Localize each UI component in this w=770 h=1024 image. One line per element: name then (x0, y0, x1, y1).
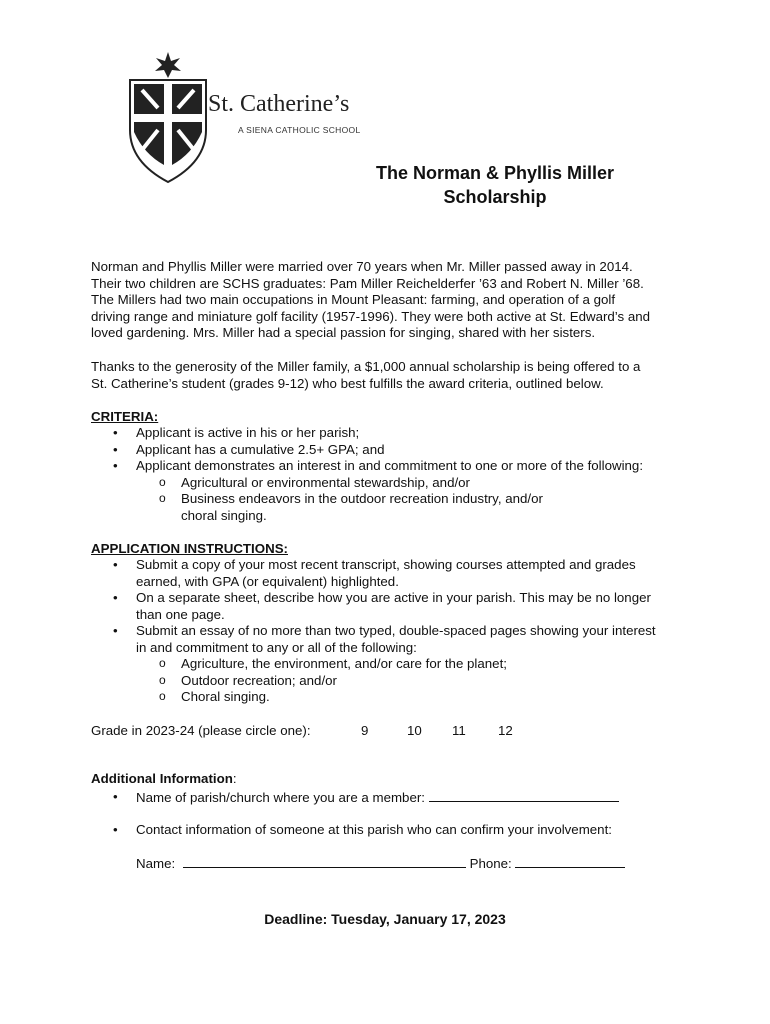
list-item (91, 623, 691, 656)
grade-option-9[interactable]: 9 (361, 723, 369, 738)
list-item (91, 557, 691, 590)
list-item: • Contact information of someone at this parish who can confirm your involvement: (91, 822, 691, 837)
name-phone-row (136, 855, 736, 871)
intro-line: loved gardening. Mrs. Miller had a special passion for singing, shared with her sisters. (91, 325, 596, 340)
intro-line: Their two children are SCHS graduates: Pam Miller Reichelderfer ’63 and Robert N. Miller ’68. (91, 275, 644, 291)
name-label: Name: (136, 856, 176, 871)
sub-list-item: o Agricultural or environmental stewardship, and/or (91, 475, 691, 492)
grade-option-12[interactable]: 12 (498, 723, 513, 738)
criteria-list (91, 425, 691, 524)
intro-line: The Millers had two main occupations in Mount Pleasant: farming, and operation of a golf (91, 292, 616, 307)
instructions-list (91, 557, 691, 706)
additional-info-colon: : (232, 771, 237, 786)
parish-label: Name of parish/church where you are a member: (136, 790, 425, 805)
intro-paragraph (91, 259, 691, 342)
parish-field-row (91, 789, 691, 805)
thanks-paragraph (91, 359, 691, 392)
list-item: • Applicant is active in his or her parish; (91, 425, 691, 442)
grade-option-11[interactable]: 11 (452, 723, 466, 738)
phone-label: Phone: (469, 856, 512, 871)
list-item: • Applicant demonstrates an interest in and commitment to one or more of the following: (91, 458, 691, 475)
phone-blank-line[interactable] (515, 855, 625, 868)
list-item-line: • Submit a copy of your most recent transcript, showing courses attempted and grades (136, 557, 636, 572)
sub-list-item: o Outdoor recreation; and/or (91, 673, 691, 690)
logo-school-name: St. Catherine’s (208, 91, 350, 117)
thanks-line: St. Catherine’s student (grades 9-12) who best fulfills the award criteria, outlined below. (91, 375, 604, 391)
criteria-heading: CRITERIA: (91, 409, 159, 424)
additional-info-heading (91, 771, 237, 786)
list-item (91, 590, 691, 623)
parish-blank-line[interactable] (429, 789, 619, 802)
list-item-line: • Submit an essay of no more than two typed, double-spaced pages showing your interest (136, 623, 656, 638)
list-item-line: than one page. (136, 606, 225, 622)
intro-line: driving range and miniature golf facility (1957-1996). They were both active at St. Edward’s and (91, 308, 651, 324)
list-item (91, 789, 691, 805)
sub-list-item: o Agriculture, the environment, and/or care for the planet; (91, 656, 691, 673)
list-item-line: earned, with GPA (or equivalent) highlighted. (136, 573, 399, 589)
logo-subtitle: A SIENA CATHOLIC SCHOOL (238, 125, 361, 135)
instructions-heading: APPLICATION INSTRUCTIONS: (91, 541, 288, 556)
deadline-text: Deadline: Tuesday, January 17, 2023 (264, 911, 506, 927)
sub-list-item: o Business endeavors in the outdoor recreation industry, and/or (91, 491, 691, 508)
list-item-line: in and commitment to any or all of the following: (136, 639, 417, 655)
shield-star-icon (128, 50, 208, 185)
contact-field-row (91, 822, 691, 837)
page-title-line2: Scholarship (443, 187, 547, 207)
page-title: The Norman & Phyllis Miller (375, 163, 615, 183)
additional-info-title: Additional Information (91, 771, 233, 786)
sub-list-item: choral singing. (181, 507, 267, 523)
sub-list-item: o Choral singing. (91, 689, 691, 706)
grade-option-10[interactable]: 10 (407, 723, 422, 738)
name-blank-line[interactable] (183, 855, 466, 868)
list-item: • Applicant has a cumulative 2.5+ GPA; and (91, 442, 691, 459)
intro-line: Norman and Phyllis Miller were married over 70 years when Mr. Miller passed away in 2014. (91, 259, 633, 274)
thanks-line: Thanks to the generosity of the Miller family, a $1,000 annual scholarship is being offered to a (91, 359, 641, 374)
list-item-line: • On a separate sheet, describe how you are active in your parish. This may be no longer (136, 590, 651, 605)
grade-label: Grade in 2023-24 (please circle one): (91, 723, 311, 738)
